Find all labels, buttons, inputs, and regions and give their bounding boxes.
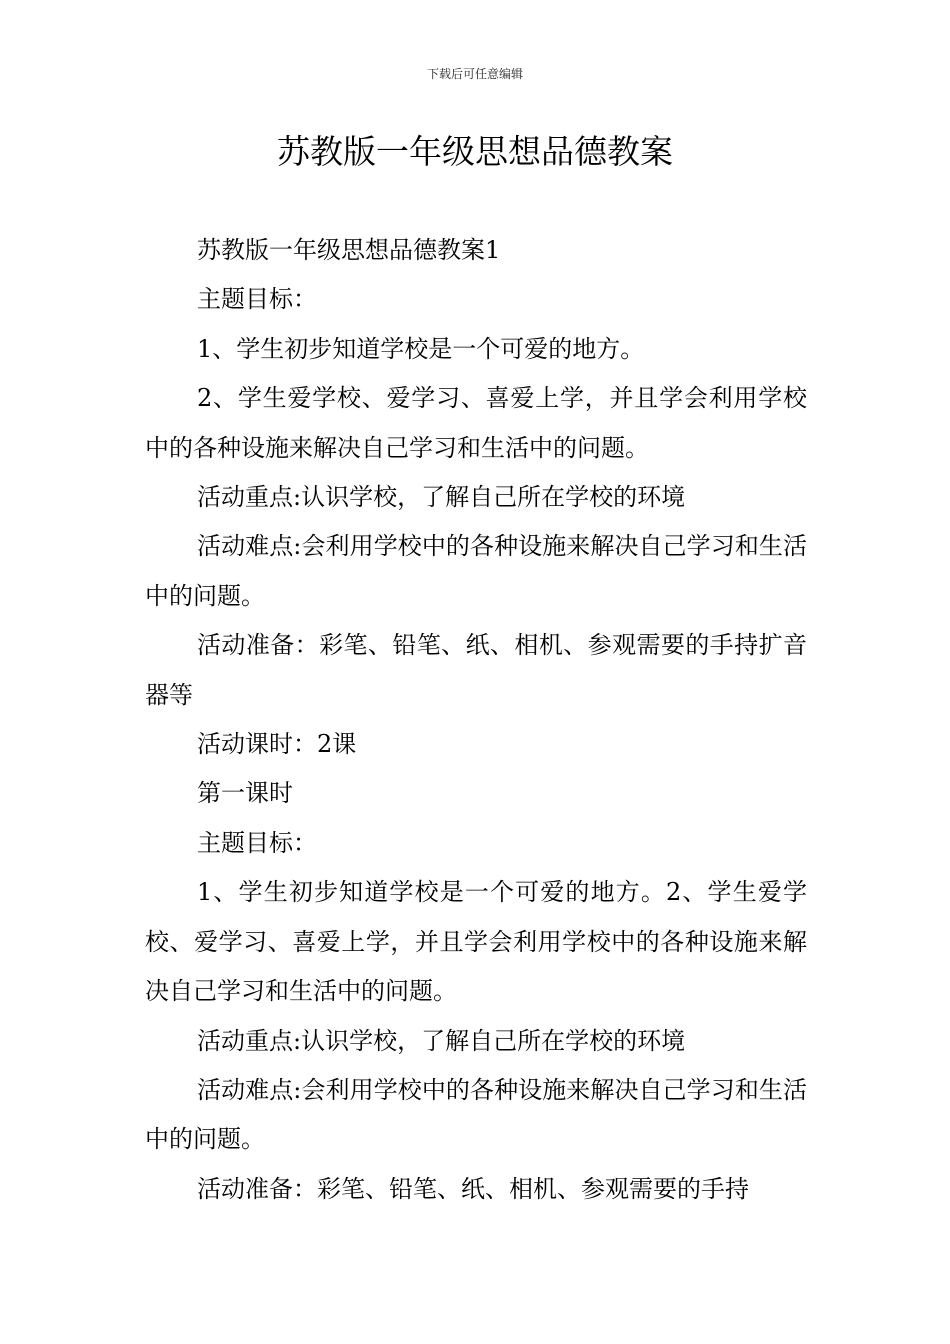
paragraph-difficulty-2: 活动难点:会利用学校中的各种设施来解决自己学习和生活中的问题。 [145,1075,807,1154]
document-title: 苏教版一年级思想品德教案 [277,132,673,171]
document-body [145,226,807,1214]
header-note: 下载后可任意编辑 [426,67,523,81]
paragraph-preparation-2: 活动准备：彩笔、铅笔、纸、相机、参观需要的手持 [197,1174,749,1203]
paragraph-difficulty: 活动难点:会利用学校中的各种设施来解决自己学习和生活中的问题。 [145,532,807,610]
paragraph-preparation: 活动准备：彩笔、铅笔、纸、相机、参观需要的手持扩音器等 [145,631,807,709]
paragraph-goals-heading: 主题目标： [197,285,317,314]
paragraph-goals-heading-2: 主题目标： [197,828,317,857]
paragraph-key-point: 活动重点:认识学校，了解自己所在学校的环境 [197,483,686,512]
paragraph-lesson-one: 第一课时 [197,779,293,808]
paragraph-goal-2: 2、学生爱学校、爱学习、喜爱上学，并且学会利用学校中的各种设施来解决自己学习和生活中的问题。 [145,384,807,462]
paragraph-goal-1: 1、学生初步知道学校是一个可爱的地方。 [197,334,645,363]
paragraph-subtitle: 苏教版一年级思想品德教案1 [197,236,501,264]
paragraph-key-point-2: 活动重点:认识学校，了解自己所在学校的环境 [197,1026,686,1055]
paragraph-goals-combined: 1、学生初步知道学校是一个可爱的地方。2、学生爱学校、爱学习、喜爱上学，并且学会利用学校中的各种设施来解决自己学习和生活中的问题。 [145,878,807,1006]
paragraph-class-hours: 活动课时：2课 [197,730,357,759]
